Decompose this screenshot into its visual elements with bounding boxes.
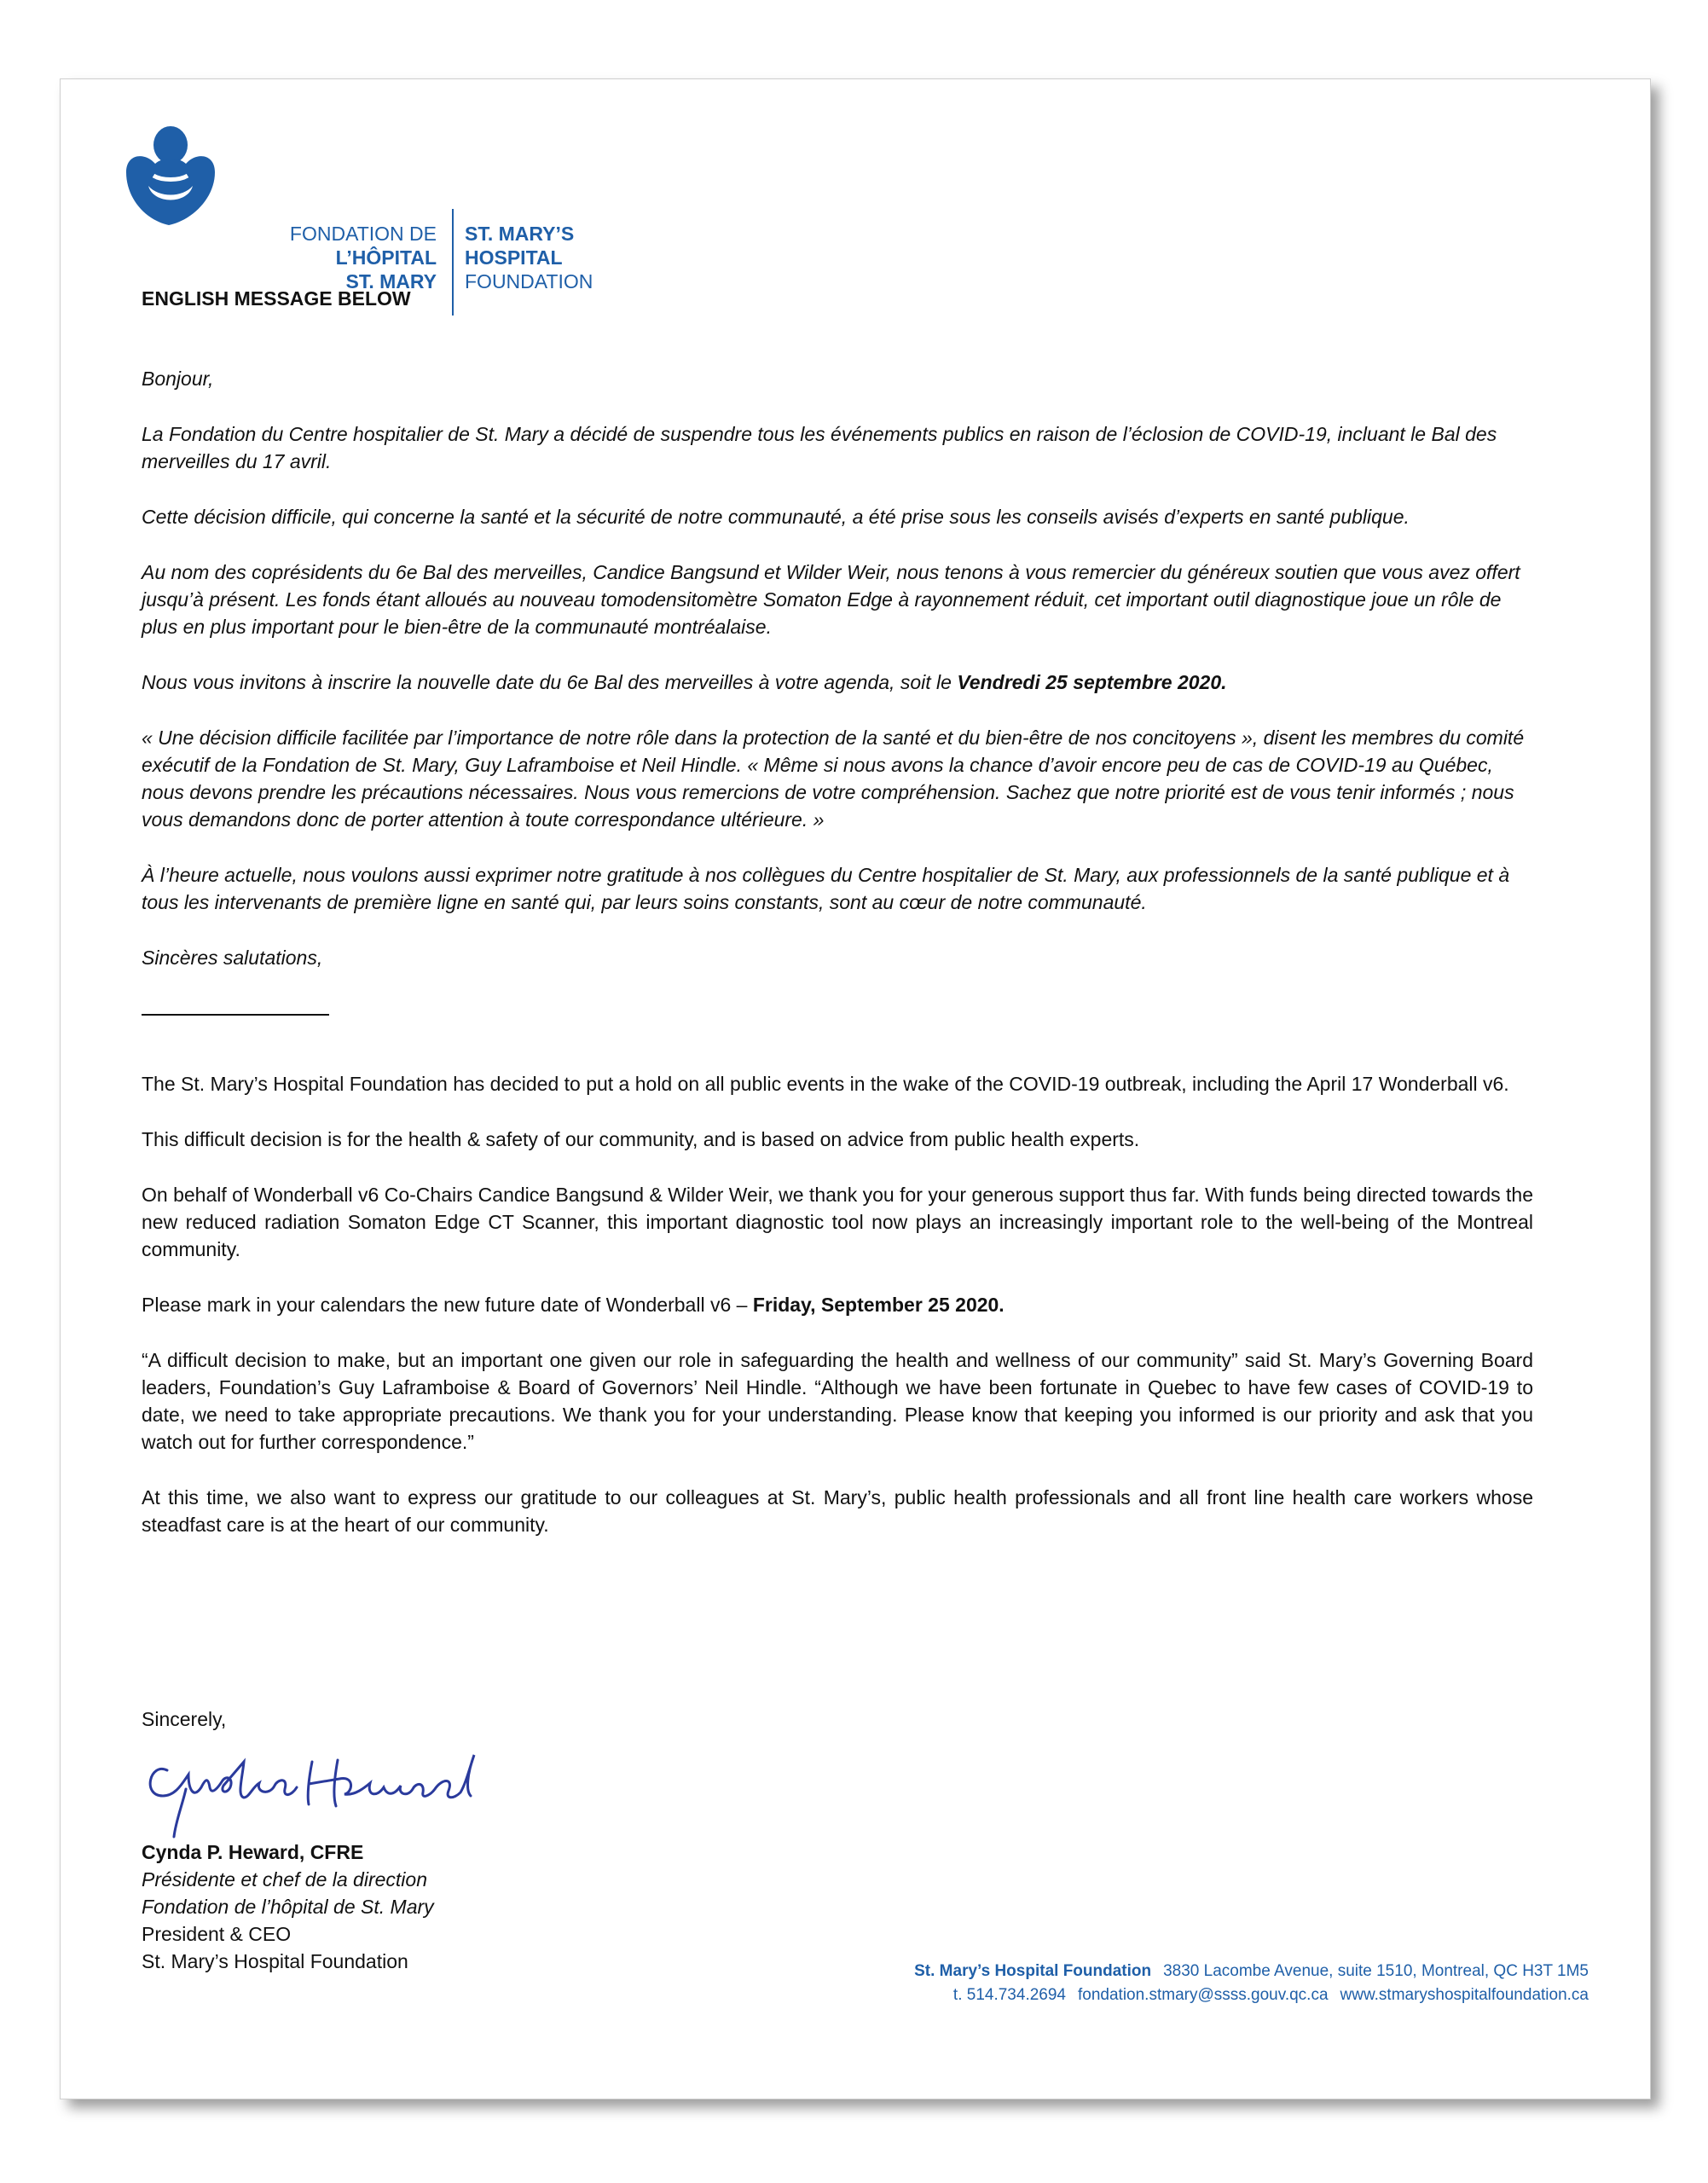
french-new-date: Vendredi 25 septembre 2020.: [957, 671, 1227, 693]
english-closing: Sincerely,: [142, 1708, 227, 1730]
signer-title-en: President & CEO: [142, 1923, 292, 1945]
english-paragraph-6: At this time, we also want to express our gratitude to our colleagues at St. Mary’s, public health professionals and all front line health care workers whose steadfast care is at the heart of our community.: [142, 1486, 1533, 1536]
foundation-logo-icon: [119, 119, 222, 230]
logo-french-name: [223, 222, 437, 293]
logo-english-name: [465, 222, 593, 293]
handwritten-signature: [142, 1736, 500, 1838]
letter-body: [142, 285, 1533, 1566]
letter-heading: ENGLISH MESSAGE BELOW: [142, 287, 411, 310]
signer-org-en: St. Mary’s Hospital Foundation: [142, 1950, 408, 1972]
footer-phone: t. 514.734.2694: [952, 1986, 1066, 2004]
french-paragraph-5: « Une décision difficile facilitée par l’importance de notre rôle dans la protection de la santé et du bien-être de nos concitoyens », disent les membres du comité exécutif de la Fondation de St. Mary, Guy Laframboise et Neil Hindle. « Même si nous avons la chance d’avoir encore peu de cas de COVID-19 au Québec, nous devons prendre les précautions nécessaires. Nous vous remercions de votre compréhension. Sachez que notre priorité est de vous tenir informés ; nous vous demandons donc de porter attention à toute correspondance ultérieure. »: [142, 727, 1525, 831]
logo-en-line3: FOUNDATION: [465, 270, 593, 292]
footer-org: St. Mary’s Hospital Foundation: [914, 1962, 1152, 1980]
signer-name: Cynda P. Heward, CFRE: [142, 1841, 364, 1863]
logo-fr-line1: FONDATION DE: [289, 223, 437, 245]
english-paragraph-1: The St. Mary’s Hospital Foundation has decided to put a hold on all public events in the wake of the COVID-19 outbreak, including the April 17 Wonderball v6.: [142, 1073, 1509, 1095]
french-paragraph-3: Au nom des coprésidents du 6e Bal des merveilles, Candice Bangsund et Wilder Weir, nous tenons à vous remercier du généreux soutien que vous avez offert jusqu’à présent. Les fonds étant alloués au nouveau tomodensitomètre Somaton Edge à rayonnement réduit, cet important outil diagnostique joue un rôle de plus en plus important pour le bien-être de la communauté montréalaise.: [142, 561, 1520, 638]
french-closing: Sincères salutations,: [142, 947, 323, 969]
french-paragraph-2: Cette décision difficile, qui concerne la santé et la sécurité de notre communauté, a été prise sous les conseils avisés d’experts en santé publique.: [142, 506, 1410, 528]
logo-en-line1: ST. MARY’S: [465, 223, 575, 245]
logo-en-line2: HOSPITAL: [465, 246, 563, 269]
logo-fr-line3: ST. MARY: [345, 270, 437, 292]
french-paragraph-4: [142, 669, 1533, 696]
english-paragraph-4-text: Please mark in your calendars the new future date of Wonderball v6 –: [142, 1294, 753, 1316]
english-paragraph-3: On behalf of Wonderball v6 Co-Chairs Candice Bangsund & Wilder Weir, we thank you for your generous support thus far. With funds being directed towards the new reduced radiation Somaton Edge CT Scanner, this important diagnostic tool now plays an increasingly important role to the well-being of the Montreal community.: [142, 1184, 1533, 1260]
french-paragraph-4-text: Nous vous invitons à inscrire la nouvelle date du 6e Bal des merveilles à votre agenda, soit le: [142, 671, 958, 693]
english-paragraph-4: [142, 1291, 1533, 1318]
footer-address: 3830 Lacombe Avenue, suite 1510, Montreal, QC H3T 1M5: [1163, 1962, 1589, 1980]
language-divider: [142, 1014, 329, 1016]
letter-footer: [914, 1960, 1589, 2007]
footer-line-1: [914, 1960, 1589, 1983]
logo-fr-line2: L’HÔPITAL: [335, 246, 437, 269]
english-new-date: Friday, September 25 2020.: [752, 1294, 1005, 1316]
footer-line-2: [914, 1983, 1589, 2007]
french-greeting: Bonjour,: [142, 368, 214, 390]
footer-website[interactable]: www.stmaryshospitalfoundation.ca: [1340, 1986, 1589, 2004]
footer-email[interactable]: fondation.stmary@ssss.gouv.qc.ca: [1078, 1986, 1329, 2004]
english-paragraph-2: This difficult decision is for the health & safety of our community, and is based on advice from public health experts.: [142, 1128, 1140, 1150]
signature-block: [142, 1705, 653, 1975]
english-paragraph-5: “A difficult decision to make, but an important one given our role in safeguarding the health and wellness of our community” said St. Mary’s Governing Board leaders, Foundation’s Guy Laframboise & Board of Governors’ Neil Hindle. “Although we have been fortunate in Quebec to have few cases of COVID-19 to date, we need to take appropriate precautions. We thank you for your understanding. Please know that keeping you informed is our priority and ask that you watch out for further correspondence.”: [142, 1349, 1533, 1453]
signer-org-fr: Fondation de l’hôpital de St. Mary: [142, 1896, 434, 1918]
french-paragraph-1: La Fondation du Centre hospitalier de St. Mary a décidé de suspendre tous les événements publics en raison de l’éclosion de COVID-19, incluant le Bal des merveilles du 17 avril.: [142, 423, 1497, 472]
signer-title-fr: Présidente et chef de la direction: [142, 1868, 427, 1891]
french-paragraph-6: À l’heure actuelle, nous voulons aussi exprimer notre gratitude à nos collègues du Centre hospitalier de St. Mary, aux professionnels de la santé publique et à tous les intervenants de première ligne en santé qui, par leurs soins constants, sont au cœur de notre communauté.: [142, 864, 1510, 913]
